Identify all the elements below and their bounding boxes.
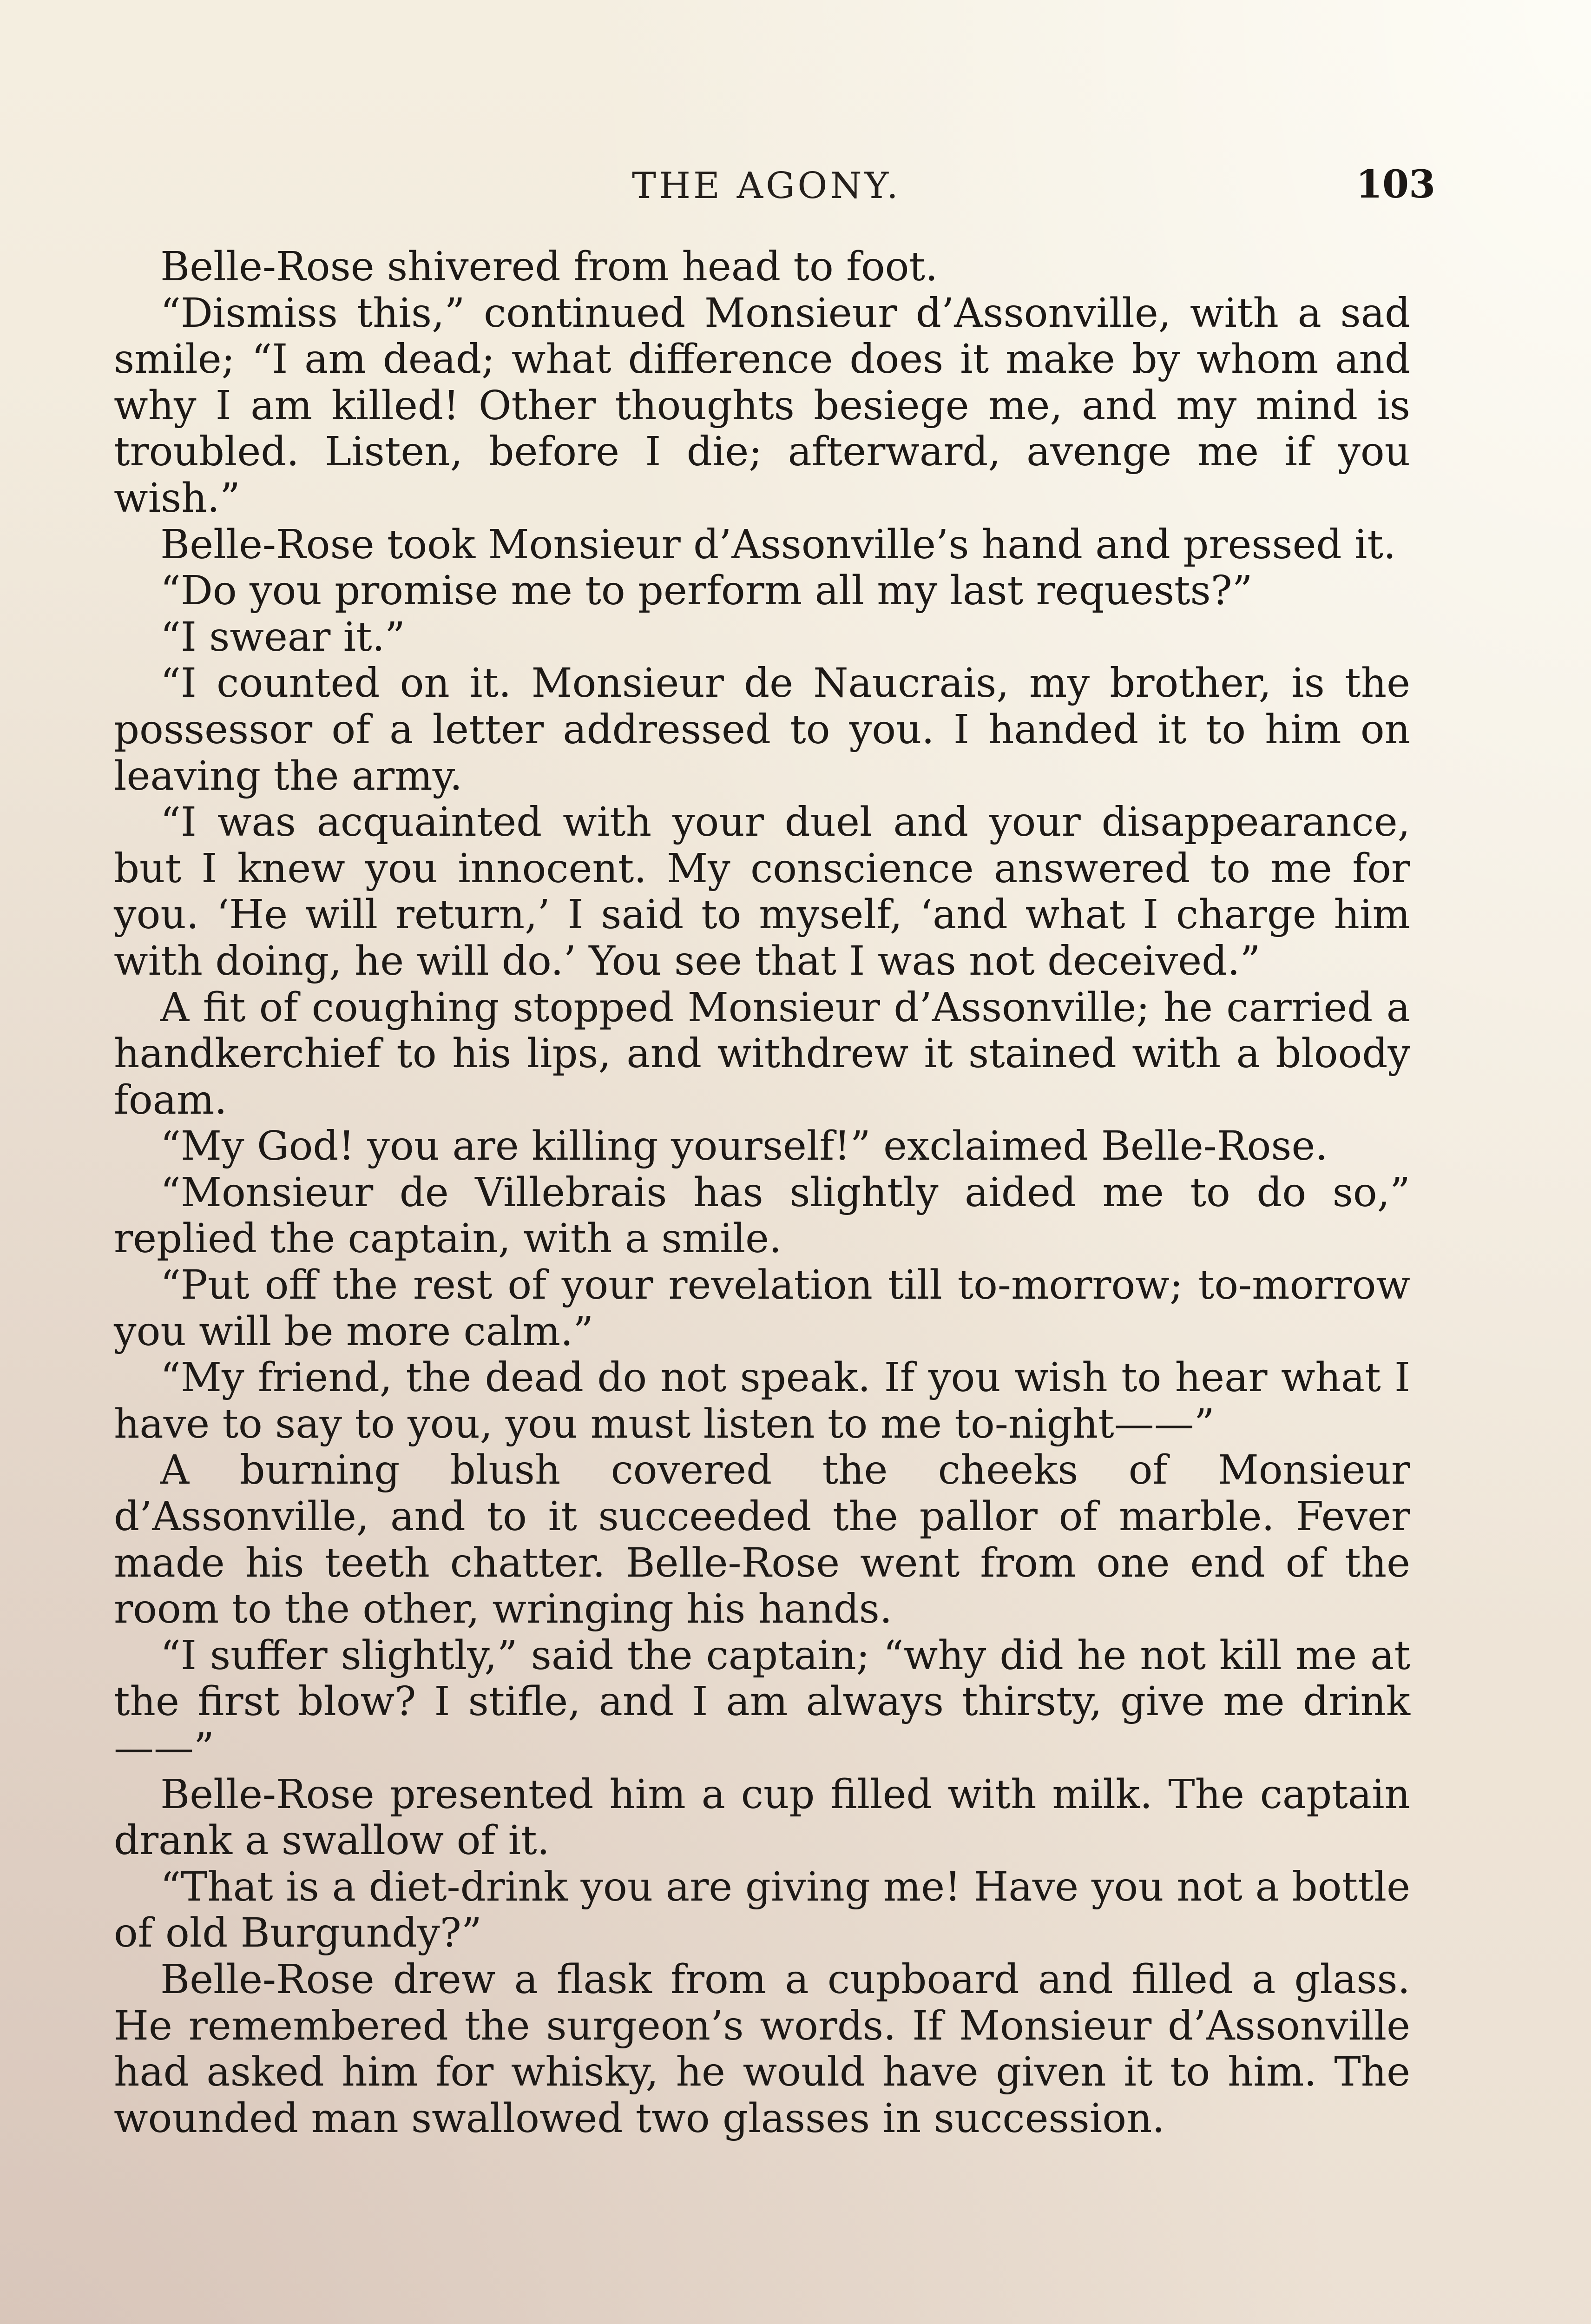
- paragraph: “Put off the rest of your revelation till to-morrow; to-morrow you will be more calm.”: [114, 1262, 1410, 1355]
- body-text: [114, 244, 1410, 2142]
- paragraph: “I was acquainted with your duel and your disappearance, but I knew you innocent. My conscience answered to me for you. ‘He will return,’ I said to myself, ‘and what I charge him with doing, he will do.’ You see that I was not deceived.”: [114, 799, 1410, 984]
- page-header: [0, 162, 1591, 211]
- running-title: THE AGONY.: [632, 165, 901, 207]
- paragraph: Belle-Rose shivered from head to foot.: [160, 244, 938, 290]
- paragraph: “I suffer slightly,” said the captain; “why did he not kill me at the first blow? I stifle, and I am always thirsty, give me drink——”: [114, 1632, 1410, 1771]
- paragraph: Belle-Rose drew a flask from a cupboard and filled a glass. He remembered the surgeon’s words. If Monsieur d’Assonville had asked him for whisky, he would have given it to him. The wounded man swallowed two glasses in succession.: [114, 1956, 1410, 2142]
- paragraph: “Do you promise me to perform all my last requests?”: [160, 568, 1253, 614]
- paragraph: A burning blush covered the cheeks of Monsieur d’Assonville, and to it succeeded the pallor of marble. Fever made his teeth chatter. Belle-Rose went from one end of the room to the other, wringing his hands.: [114, 1447, 1410, 1633]
- paragraph: A fit of coughing stopped Monsieur d’Assonville; he carried a handkerchief to his lips, and withdrew it stained with a bloody foam.: [114, 984, 1410, 1123]
- paragraph: Belle-Rose presented him a cup filled with milk. The captain drank a swallow of it.: [114, 1771, 1410, 1864]
- paragraph: “That is a diet-drink you are giving me! Have you not a bottle of old Burgundy?”: [114, 1863, 1410, 1957]
- paragraph: “My God! you are killing yourself!” exclaimed Belle-Rose.: [160, 1123, 1328, 1170]
- paragraph: “Monsieur de Villebrais has slightly aided me to do so,” replied the captain, with a smile.: [114, 1169, 1410, 1262]
- paragraph: Belle-Rose took Monsieur d’Assonville’s hand and pressed it.: [160, 521, 1396, 568]
- paragraph: “Dismiss this,” continued Monsieur d’Assonville, with a sad smile; “I am dead; what difference does it make by whom and why I am killed! Other thoughts besiege me, and my mind is troubled. Listen, before I die; afterward, avenge me if you wish.”: [114, 290, 1410, 522]
- paragraph: “My friend, the dead do not speak. If you wish to hear what I have to say to you, you must listen to me to-night——”: [114, 1354, 1410, 1447]
- paragraph: “I swear it.”: [160, 614, 406, 660]
- paragraph: “I counted on it. Monsieur de Naucrais, my brother, is the possessor of a letter addressed to you. I handed it to him on leaving the army.: [114, 660, 1410, 799]
- page-number: 103: [1356, 162, 1436, 207]
